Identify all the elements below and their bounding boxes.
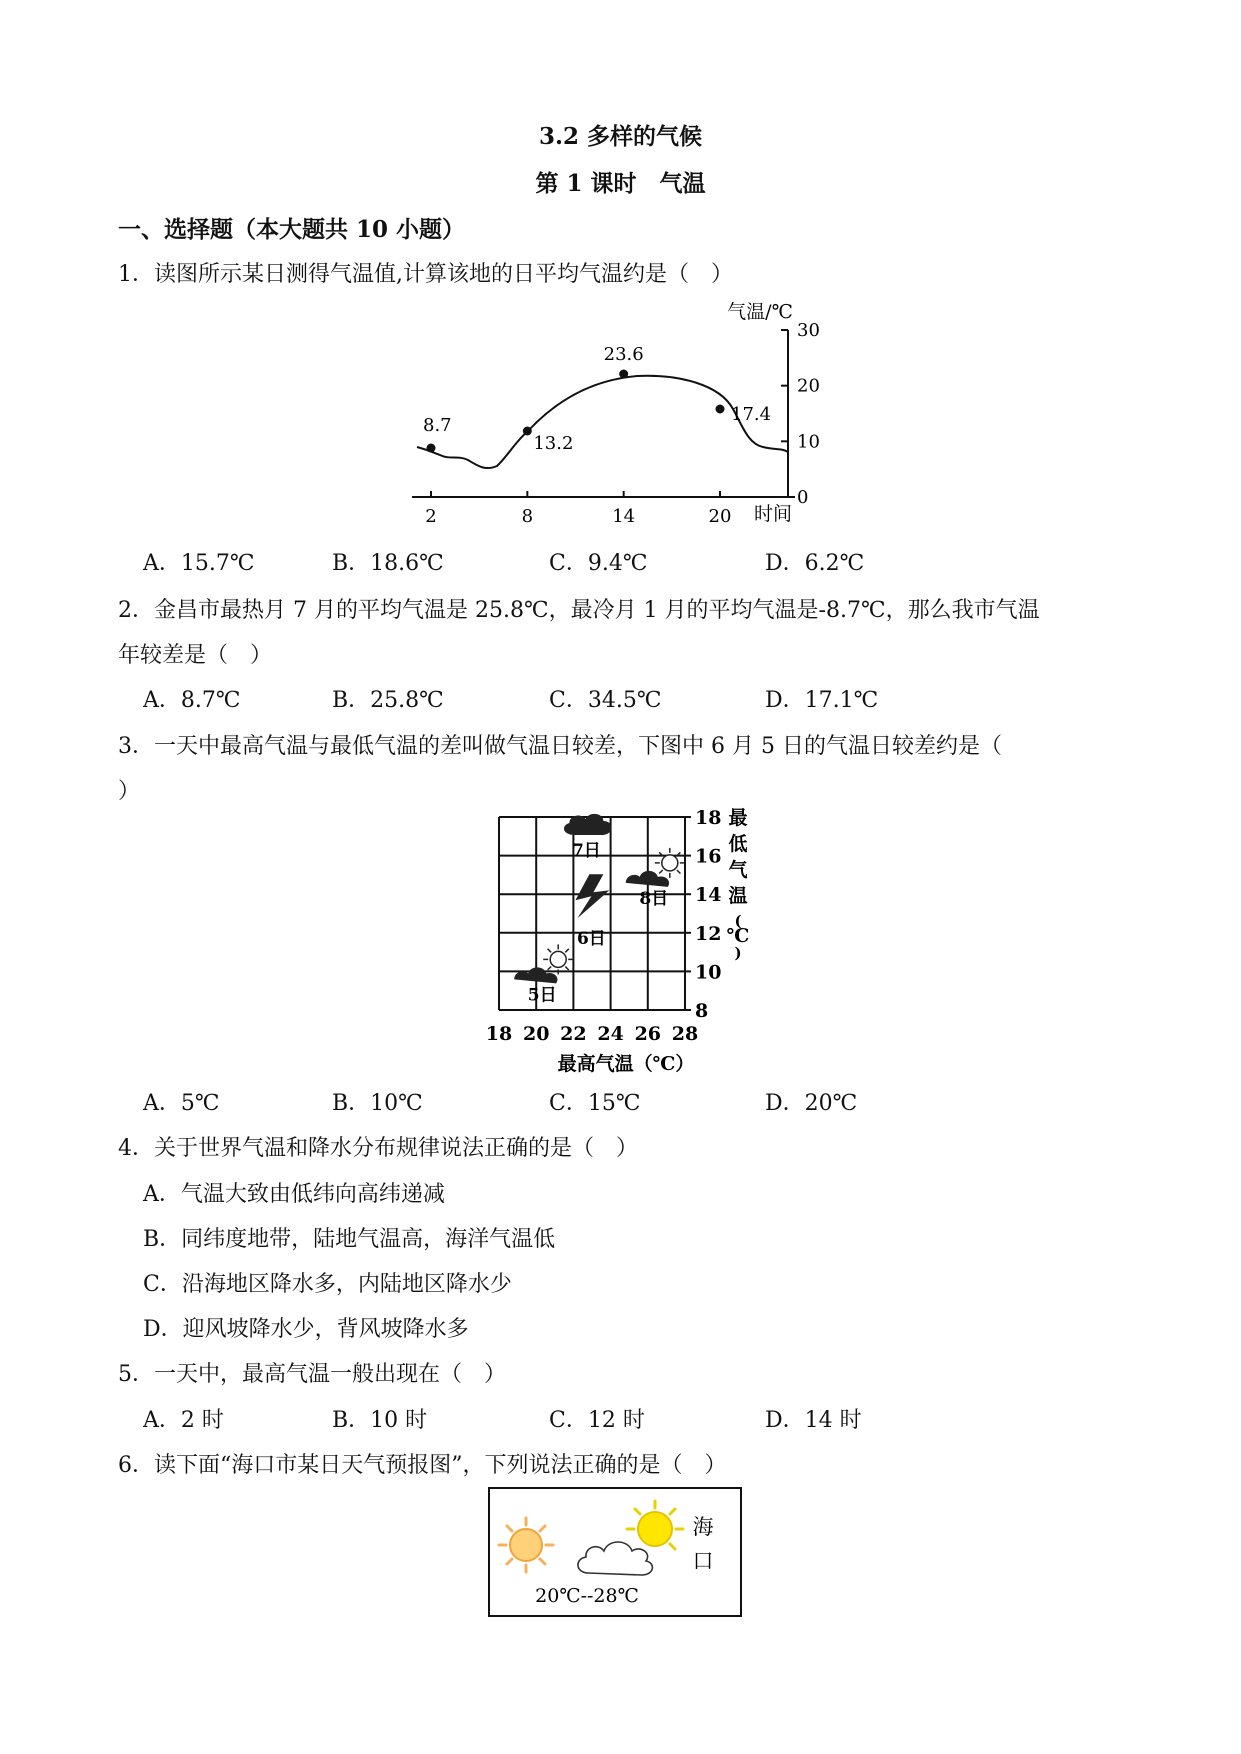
question-number: 6．: [118, 1453, 154, 1478]
data-point: [427, 444, 436, 453]
y-tick-label: 10: [797, 431, 820, 453]
data-point: [716, 405, 725, 414]
x-tick-label: 14: [612, 506, 636, 527]
option-a[interactable]: A．8.7℃: [143, 688, 241, 713]
question-text: 关于世界气温和降水分布规律说法正确的是（ ）: [154, 1136, 639, 1161]
x-tick-label: 2: [425, 506, 437, 527]
point-label: 7日: [571, 841, 601, 861]
question-text: 金昌市最热月 7 月的平均气温是 25.8℃，最冷月 1 月的平均气温是-8.7℃，那么我市气温: [154, 598, 1040, 623]
data-point: [523, 427, 532, 436]
option-c[interactable]: C．12 时: [549, 1408, 645, 1433]
y-tick-label: 16: [695, 845, 722, 868]
y-axis-label-char: ): [734, 944, 742, 962]
y-axis-label-char: 气: [728, 859, 748, 881]
y-tick-label: 14: [695, 884, 722, 907]
page-subtitle: 第 1 课时 气温: [535, 170, 706, 197]
weather-forecast-graphic: [490, 1489, 740, 1615]
question-text: 读图所示某日测得气温值,计算该地的日平均气温约是（ ）: [154, 262, 733, 287]
data-point: [575, 874, 609, 949]
sun-icon: [662, 855, 678, 871]
section-heading: 一、选择题（本大题共 10 小题）: [118, 216, 466, 243]
y-axis-label-char: ℃: [726, 925, 750, 947]
question-number: 5．: [118, 1362, 154, 1387]
partly-cloudy-icon: [578, 1501, 683, 1575]
city-char-1: 海: [692, 1515, 714, 1539]
x-tick-label: 22: [560, 1023, 587, 1045]
option-d[interactable]: D．迎风坡降水少，背风坡降水多: [143, 1317, 469, 1342]
option-d[interactable]: D．20℃: [765, 1091, 858, 1116]
question-2-continued: 年较差是（ ）: [118, 643, 273, 668]
data-point: [626, 848, 685, 909]
x-tick-label: 24: [597, 1023, 624, 1045]
x-tick-label: 20: [522, 1023, 550, 1045]
y-tick-label: 30: [797, 320, 820, 341]
x-tick-label: 18: [485, 1023, 513, 1045]
y-tick-label: 18: [695, 807, 722, 829]
question-text: 一天中最高气温与最低气温的差叫做气温日较差，下图中 6 月 5 日的气温日较差约是（: [154, 734, 1002, 759]
question-number: 2．: [118, 598, 154, 623]
option-d[interactable]: D．17.1℃: [765, 688, 879, 713]
sun-icon: [550, 951, 566, 967]
question-number: 4．: [118, 1136, 154, 1161]
y-axis-label-char: 温: [728, 885, 748, 907]
option-a[interactable]: A．5℃: [143, 1091, 220, 1116]
x-tick-label: 20: [708, 506, 732, 527]
y-axis-label: 气温/℃: [727, 301, 793, 323]
option-b[interactable]: B．25.8℃: [332, 688, 444, 713]
question-text: 一天中，最高气温一般出现在（ ）: [154, 1362, 507, 1387]
data-point: [564, 814, 612, 861]
question-3-continued: ）: [118, 779, 141, 804]
option-a[interactable]: A．15.7℃: [143, 551, 255, 576]
y-tick-label: 8: [695, 1000, 709, 1022]
option-b[interactable]: B．10 时: [332, 1408, 428, 1433]
question-number: 3．: [118, 734, 154, 759]
question-3: [118, 729, 1002, 760]
temperature-line-chart: [400, 290, 840, 530]
option-c[interactable]: C．15℃: [549, 1091, 641, 1116]
weather-scatter-chart: [480, 805, 780, 1080]
option-a[interactable]: A．气温大致由低纬向高纬递减: [143, 1182, 445, 1207]
y-tick-label: 0: [797, 487, 809, 508]
cloud-icon: [626, 871, 669, 887]
data-label: 23.6: [603, 344, 644, 365]
question-6: [118, 1448, 727, 1479]
data-point: [619, 370, 628, 379]
x-tick-label: 26: [634, 1023, 662, 1045]
y-tick-label: 12: [695, 922, 722, 945]
x-tick-label: 28: [671, 1023, 699, 1045]
data-label: 17.4: [731, 404, 772, 425]
page-title: 3.2 多样的气候: [538, 123, 703, 150]
question-5: [118, 1357, 506, 1388]
city-char-2: 口: [692, 1549, 714, 1573]
temperature-range: 20℃--28℃: [535, 1585, 639, 1607]
y-axis-label-char: 低: [728, 833, 748, 855]
sun-icon: [499, 1518, 553, 1572]
x-axis-label: 时间: [754, 503, 793, 525]
point-label: 5日: [527, 985, 557, 1006]
question-4: [118, 1131, 638, 1162]
option-a[interactable]: A．2 时: [143, 1408, 224, 1433]
question-text: 读下面“海口市某日天气预报图”，下列说法正确的是（ ）: [154, 1453, 727, 1478]
y-axis-label-char: 最: [728, 807, 748, 829]
question-1: [118, 257, 733, 288]
option-c[interactable]: C．9.4℃: [549, 551, 648, 576]
option-d[interactable]: D．14 时: [765, 1408, 862, 1433]
option-b[interactable]: B．同纬度地带，陆地气温高，海洋气温低: [143, 1227, 556, 1252]
option-d[interactable]: D．6.2℃: [765, 551, 865, 576]
point-label: 6日: [576, 929, 606, 950]
option-c[interactable]: C．沿海地区降水多，内陆地区降水少: [143, 1272, 512, 1297]
x-axis-label: 最高气温（℃）: [557, 1053, 695, 1075]
option-b[interactable]: B．18.6℃: [332, 551, 444, 576]
question-number: 1．: [118, 262, 154, 287]
data-label: 13.2: [533, 433, 574, 454]
question-2: [118, 593, 1040, 624]
thunder-icon: [575, 874, 609, 918]
point-label: 8日: [639, 888, 669, 909]
x-tick-label: 8: [521, 506, 534, 527]
data-label: 8.7: [423, 415, 452, 436]
option-c[interactable]: C．34.5℃: [549, 688, 662, 713]
y-axis-label-char: (: [734, 912, 742, 930]
y-tick-label: 20: [797, 375, 820, 397]
data-point: [514, 944, 573, 1005]
y-tick-label: 10: [695, 961, 722, 984]
option-b[interactable]: B．10℃: [332, 1091, 423, 1116]
cloud-icon: [514, 967, 557, 983]
weather-forecast-box: [488, 1487, 742, 1617]
